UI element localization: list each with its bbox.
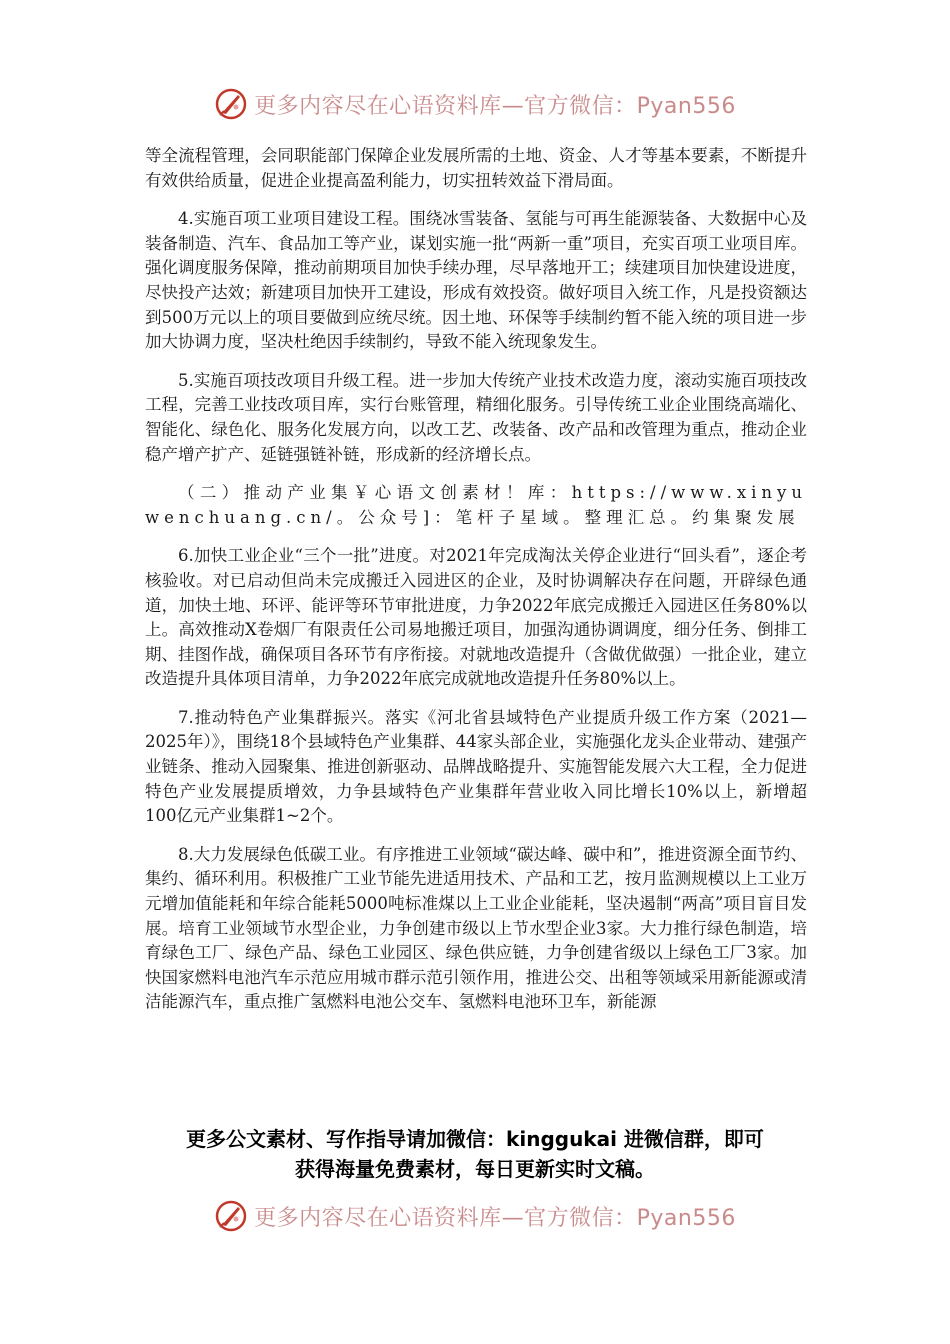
quill-logo-icon [214, 87, 248, 121]
promo-line-2: 获得海量免费素材，每日更新实时文稿。 [295, 1157, 655, 1181]
promo-text [100, 1124, 850, 1184]
banner-text: 更多内容尽在心语资料库—官方微信：Pyan556 [254, 1205, 736, 1231]
section-heading: （二）推动产业集￥心语文创素材！库：https://www.xinyuwenchuang.cn/。公众号]：笔杆子星域。整理汇总。约集聚发展 [145, 483, 807, 527]
promo-line-1: 更多公文素材、写作指导请加微信：kinggukai 进微信群，即可 [186, 1127, 764, 1151]
paragraph-3: 5.实施百项技改项目升级工程。进一步加大传统产业技术改造力度，滚动实施百项技改工程，完善工业技改项目库，实行台账管理，精细化服务。引导传统工业企业围绕高端化、智能化、绿色化、服务化发展方向，以改工艺、改装备、改产品和改管理为重点，推动企业稳产增产扩产、延链强链补链，形成新的经济增长点。 [145, 370, 807, 464]
paragraph-5: 7.推动特色产业集群振兴。落实《河北省县域特色产业提质升级工作方案（2021—2025年）》，围绕18个县域特色产业集群、44家头部企业，实施强化龙头企业带动、建强产业链条、推动入园聚集、推进创新驱动、品牌战略提升、实施智能发展六大工程，全力促进特色产业发展提质增效，力争县域特色产业集群年营业收入同比增长10%以上，新增超100亿元产业集群1~2个。 [145, 707, 807, 826]
paragraph-1: 等全流程管理，会同职能部门保障企业发展所需的土地、资金、人才等基本要素，不断提升有效供给质量，促进企业提高盈利能力，切实扭转效益下滑局面。 [145, 146, 807, 190]
footer-banner [0, 1196, 950, 1236]
paragraph-4: 6.加快工业企业“三个一批”进度。对2021年完成淘汰关停企业进行“回头看”，逐企考核验收。对已启动但尚未完成搬迁入园进区的企业，及时协调解决存在问题，开辟绿色通道，加快土地、环评、能评等环节审批进度，力争2022年底完成搬迁入园进区任务80%以上。高效推动X卷烟厂有限责任公司易地搬迁项目，加强沟通协调调度，细分任务、倒排工期、挂图作战，确保项目各环节有序衔接。对就地改造提升（含做优做强）一批企业，建立改造提升具体项目清单，力争2022年底完成就地改造提升任务80%以上。 [145, 546, 807, 689]
banner-text: 更多内容尽在心语资料库—官方微信：Pyan556 [254, 93, 736, 119]
header-banner [0, 84, 950, 124]
paragraph-6: 8.大力发展绿色低碳工业。有序推进工业领域“碳达峰、碳中和”，推进资源全面节约、集约、循环利用。积极推广工业节能先进适用技术、产品和工艺，按月监测规模以上工业万元增加值能耗和年综合能耗5000吨标准煤以上工业企业能耗，坚决遏制“两高”项目盲目发展。培育工业领域节水型企业，力争创建市级以上节水型企业3家。大力推行绿色制造，培育绿色工厂、绿色产品、绿色工业园区、绿色供应链，力争创建省级以上绿色工厂3家。加快国家燃料电池汽车示范应用城市群示范引领作用，推进公交、出租等领域采用新能源或清洁能源汽车，重点推广氢燃料电池公交车、氢燃料电池环卫车，新能源 [145, 844, 807, 1012]
quill-logo-icon [214, 1199, 248, 1233]
document-body [145, 144, 807, 1029]
paragraph-2: 4.实施百项工业项目建设工程。围绕冰雪装备、氢能与可再生能源装备、大数据中心及装备制造、汽车、食品加工等产业，谋划实施一批“两新一重”项目，充实百项工业项目库。强化调度服务保障，推动前期项目加快手续办理，尽早落地开工；续建项目加快建设进度，尽快投产达效；新建项目加快开工建设，形成有效投资。做好项目入统工作，凡是投资额达到500万元以上的项目要做到应统尽统。因土地、环保等手续制约暂不能入统的项目进一步加大协调力度，坚决杜绝因手续制约，导致不能入统现象发生。 [145, 209, 807, 352]
